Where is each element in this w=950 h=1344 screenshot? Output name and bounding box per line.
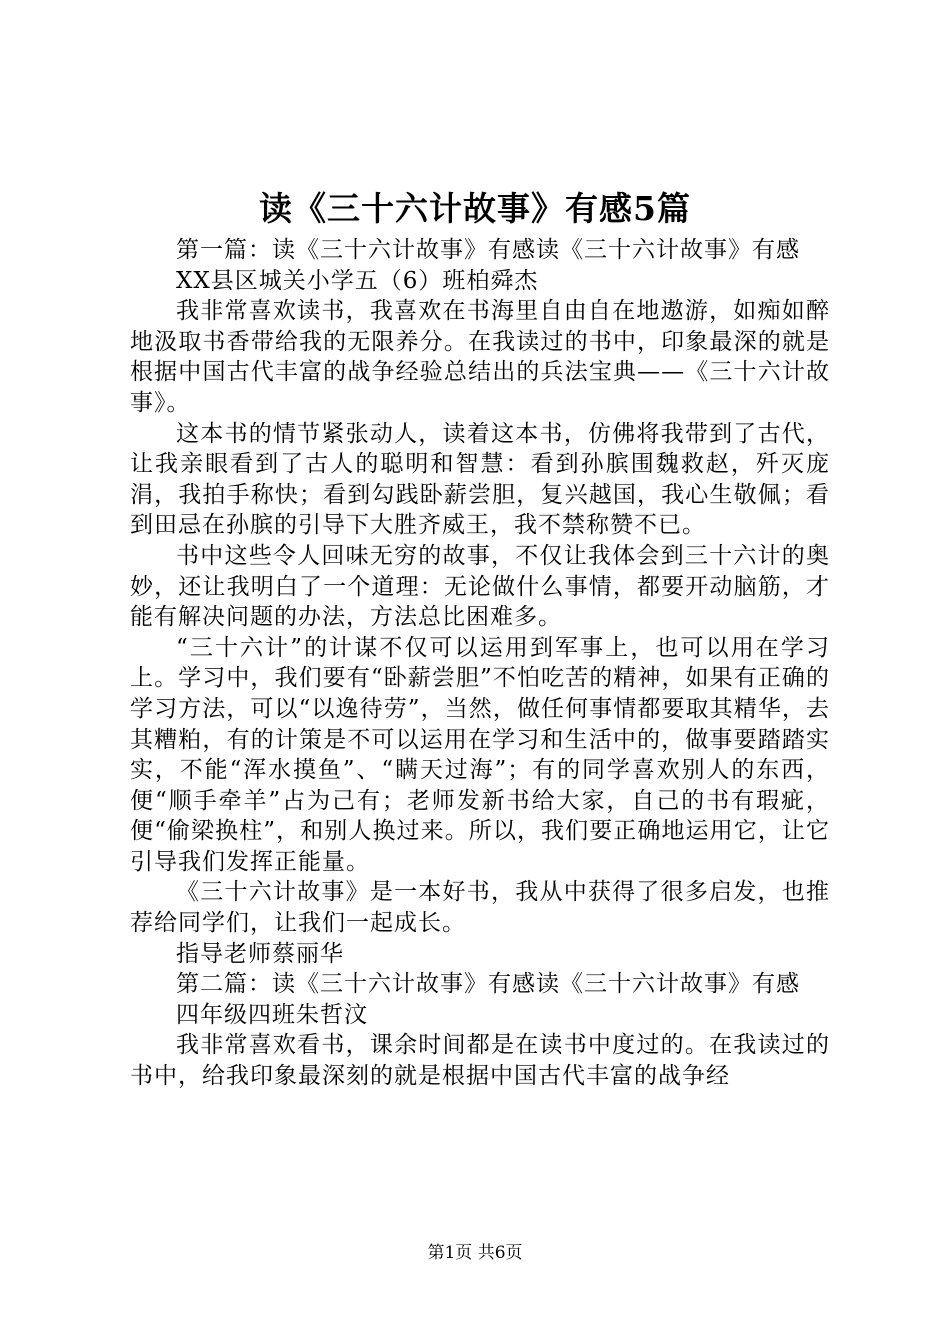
document-body xyxy=(130,235,830,1092)
page-footer: 第1页 共6页 xyxy=(427,1243,523,1263)
paragraph: “三十六计”的计谋不仅可以运用到军事上，也可以用在学习上。学习中，我们要有“卧薪尝胆”不怕吃苦的精神，如果有正确的学习方法，可以“以逸待劳”，当然，做任何事情都要取其精华，去其糟粕，有的计策是不可以运用在学习和生活中的，做事要踏踏实实，不能“浑水摸鱼”、“瞒天过海”；有的同学喜欢别人的东西，便“顺手牵羊”占为己有；老师发新书给大家，自己的书有瑕疵，便“偷梁换柱”，和别人换过来。所以，我们要正确地运用它，让它引导我们发挥正能量。 xyxy=(130,634,830,875)
paragraph: 书中这些令人回味无穷的故事，不仅让我体会到三十六计的奥妙，还让我明白了一个道理：无论做什么事情，都要开动脑筋，才能有解决问题的办法，方法总比困难多。 xyxy=(130,542,830,631)
paragraph: 《三十六计故事》是一本好书，我从中获得了很多启发，也推荐给同学们，让我们一起成长。 xyxy=(130,879,830,937)
document-title: 读《三十六计故事》有感5篇 xyxy=(259,189,691,228)
paragraph-heading-2: 第二篇：读《三十六计故事》有感读《三十六计故事》有感 xyxy=(176,971,800,998)
paragraph: 我非常喜欢读书，我喜欢在书海里自由自在地遨游，如痴如醉地汲取书香带给我的无限养分。在我读过的书中，印象最深的就是根据中国古代丰富的战争经验总结出的兵法宝典——《三十六计故事》。 xyxy=(130,298,830,416)
paragraph: 我非常喜欢看书，课余时间都是在读书中度过的。在我读过的书中，给我印象最深刻的就是根据中国古代丰富的战争经 xyxy=(130,1032,830,1090)
paragraph-teacher: 指导老师蔡丽华 xyxy=(176,940,344,967)
paragraph-author-1: XX县区城关小学五（6）班柏舜杰 xyxy=(176,267,539,294)
paragraph-heading-1: 第一篇：读《三十六计故事》有感读《三十六计故事》有感 xyxy=(176,237,800,263)
paragraph: 这本书的情节紧张动人，读着这本书，仿佛将我带到了古代，让我亲眼看到了古人的聪明和智慧：看到孙膑围魏救赵，歼灭庞涓，我拍手称快；看到勾践卧薪尝胆，复兴越国，我心生敬佩；看到田忌在孙膑的引导下大胜齐威王，我不禁称赞不已。 xyxy=(130,420,830,539)
paragraph-author-2: 四年级四班朱哲汶 xyxy=(176,1001,368,1028)
